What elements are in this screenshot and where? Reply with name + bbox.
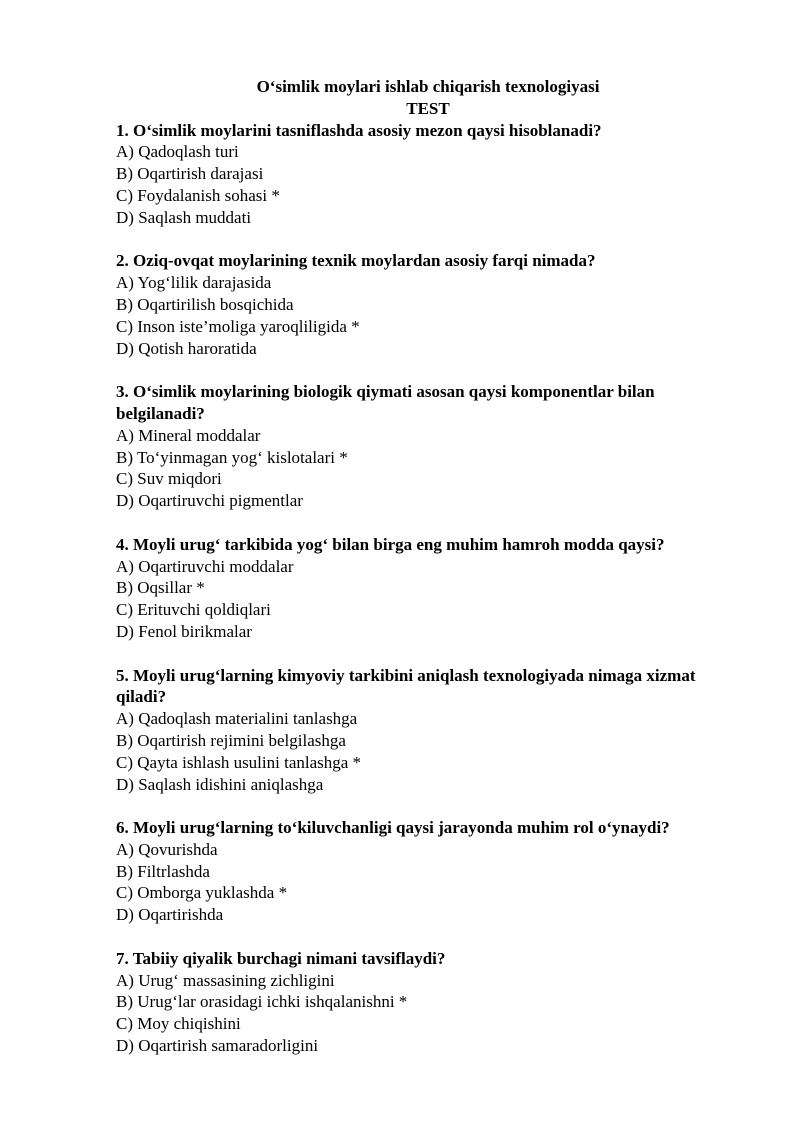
question-4 <box>116 534 736 643</box>
option-d: D) Saqlash idishini aniqlashga <box>116 774 324 794</box>
option-a: A) Qadoqlash materialini tanlashga <box>116 709 358 729</box>
option-a: A) Yog‘lilik darajasida <box>116 273 272 293</box>
option-d: D) Oqartiruvchi pigmentlar <box>116 491 303 511</box>
option-c: C) Qayta ishlash usulini tanlashga * <box>116 752 362 772</box>
option-c: C) Suv miqdori <box>116 469 222 489</box>
option-d: D) Fenol birikmalar <box>116 621 252 641</box>
option-d: D) Saqlash muddati <box>116 207 252 227</box>
option-c: C) Inson iste’moliga yaroqliligida * <box>116 316 360 336</box>
option-a: A) Mineral moddalar <box>116 425 261 445</box>
option-b: B) Oqsillar * <box>116 578 205 598</box>
question-7 <box>116 948 736 1057</box>
option-c: C) Foydalanish sohasi * <box>116 185 280 205</box>
option-b: B) To‘yinmagan yog‘ kislotalari * <box>116 447 348 467</box>
option-b: B) Oqartirilish bosqichida <box>116 294 294 314</box>
question-text: 2. Oziq-ovqat moylarining texnik moylardan asosiy farqi nimada? <box>116 251 596 271</box>
option-d: D) Oqartirishda <box>116 905 224 925</box>
option-b: B) Oqartirish darajasi <box>116 164 264 184</box>
question-5 <box>116 665 736 796</box>
question-text: 1. O‘simlik moylarini tasniflashda asosiy mezon qaysi hisoblanadi? <box>116 120 602 140</box>
question-text: 3. O‘simlik moylarining biologik qiymati asosan qaysi komponentlar bilan belgilanadi? <box>116 382 655 423</box>
option-b: B) Oqartirish rejimini belgilashga <box>116 730 346 750</box>
option-a: A) Oqartiruvchi moddalar <box>116 556 294 576</box>
option-b: B) Filtrlashda <box>116 861 210 881</box>
option-d: D) Oqartirish samaradorligini <box>116 1036 319 1056</box>
document-subtitle: TEST <box>406 98 450 118</box>
option-d: D) Qotish haroratida <box>116 338 257 358</box>
question-text: 7. Tabiiy qiyalik burchagi nimani tavsiflaydi? <box>116 948 446 968</box>
question-text: 5. Moyli urug‘larning kimyoviy tarkibini aniqlash texnologiyada nimaga xizmat qiladi? <box>116 665 696 707</box>
option-c: C) Omborga yuklashda * <box>116 883 288 903</box>
option-a: A) Urug‘ massasining zichligini <box>116 970 335 990</box>
document-title: O‘simlik moylari ishlab chiqarish texnologiyasi <box>256 77 600 96</box>
question-text: 4. Moyli urug‘ tarkibida yog‘ bilan birga eng muhim hamroh modda qaysi? <box>116 534 665 554</box>
question-3 <box>116 381 736 512</box>
document-page <box>116 76 736 1079</box>
option-c: C) Moy chiqishini <box>116 1014 241 1034</box>
question-6 <box>116 817 736 926</box>
option-b: B) Urug‘lar orasidagi ichki ishqalanishni * <box>116 992 408 1012</box>
option-c: C) Erituvchi qoldiqlari <box>116 600 271 620</box>
option-a: A) Qadoqlash turi <box>116 142 239 162</box>
option-a: A) Qovurishda <box>116 839 218 859</box>
question-1 <box>116 120 736 229</box>
question-text: 6. Moyli urug‘larning to‘kiluvchanligi qaysi jarayonda muhim rol o‘ynaydi? <box>116 818 670 838</box>
question-2 <box>116 250 736 359</box>
